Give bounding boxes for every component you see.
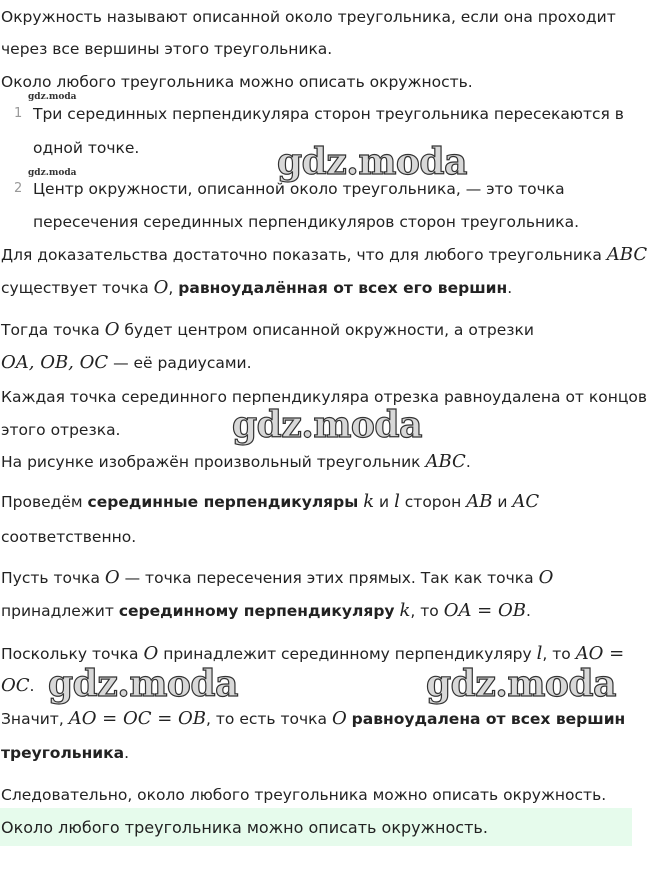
construction-line-2: соответственно. <box>1 528 137 546</box>
intersection-line-2: принадлежит серединному перпендикуляру k, то OA = OB. <box>1 600 531 621</box>
math-k: k <box>363 491 375 512</box>
bold-text: серединные перпендикуляры <box>87 493 359 511</box>
list-number: 2 <box>14 181 23 196</box>
math-equation: AO = <box>575 643 625 664</box>
figure-description: На рисунке изображён произвольный треугольник ABC. <box>1 451 471 472</box>
math-ac: AC <box>512 491 540 512</box>
math-o: O <box>104 567 120 588</box>
math-equation: OA = OB <box>443 600 526 621</box>
definition-line-1: Окружность называют описанной около треугольника, если она проходит <box>1 8 616 26</box>
math-abc: ABC <box>425 451 466 472</box>
math-oc: OC <box>1 675 30 696</box>
math-segments: OA, OB, OC <box>1 352 109 373</box>
theorem-statement: Около любого треугольника можно описать окружность. <box>1 73 473 91</box>
list-item-2-line-1: Центр окружности, описанной около треугольника, — это точка <box>33 180 565 198</box>
intersection-line-1: Пусть точка O — точка пересечения этих прямых. Так как точка O <box>1 567 554 588</box>
conclusion-step-line-1: Значит, AO = OC = OB, то есть точка O равноудалена от всех вершин <box>1 708 626 729</box>
list-item-2-line-2: пересечения серединных перпендикуляров сторон треугольника. <box>33 213 579 231</box>
math-o: O <box>153 277 169 298</box>
watermark: gdz.moda <box>232 404 422 446</box>
perpendicular-line-1: Поскольку точка O принадлежит серединному перпендикуляру l, то AO = <box>1 643 625 664</box>
math-ab: AB <box>466 491 493 512</box>
math-o: O <box>538 567 554 588</box>
list-number: 1 <box>14 106 23 121</box>
small-watermark: gdz.moda <box>28 92 77 102</box>
math-o: O <box>143 643 159 664</box>
bold-text: равноудалена от всех вершин <box>351 710 626 728</box>
math-o: O <box>331 708 347 729</box>
math-o: O <box>104 319 120 340</box>
list-item-1-line-2: одной точке. <box>33 139 140 157</box>
math-equation: AO = OC = OB <box>68 708 207 729</box>
proof-intro-line-1: Для доказательства достаточно показать, что для любого треугольника ABC <box>1 244 647 265</box>
watermark: gdz.moda <box>426 663 616 705</box>
math-k: k <box>399 600 411 621</box>
perpendicular-line-2: OC. <box>1 675 35 696</box>
conclusion-text: Около любого треугольника можно описать окружность. <box>1 818 488 837</box>
definition-line-2: через все вершины этого треугольника. <box>1 40 333 58</box>
property-line-1: Каждая точка серединного перпендикуляра отрезка равноудалена от концов <box>1 388 647 406</box>
small-watermark: gdz.moda <box>28 168 77 178</box>
watermark: gdz.moda <box>277 141 467 183</box>
bold-text: равноудалённая от всех его вершин <box>178 279 508 297</box>
property-line-2: этого отрезка. <box>1 421 121 439</box>
conclusion-step-line-2: треугольника. <box>1 744 130 762</box>
proof-intro-line-2: существует точка O, равноудалённая от всех его вершин. <box>1 277 513 298</box>
bold-text: серединному перпендикуляру <box>118 602 395 620</box>
center-line-1: Тогда точка O будет центром описанной окружности, а отрезки <box>1 319 534 340</box>
list-item-1-line-1: Три серединных перпендикуляра сторон треугольника пересекаются в <box>33 105 624 123</box>
bold-text: треугольника <box>1 744 125 762</box>
construction-line-1: Проведём серединные перпендикуляры k и l сторон AB и AC <box>1 491 540 512</box>
math-abc: ABC <box>606 244 647 265</box>
watermark: gdz.moda <box>48 663 238 705</box>
center-line-2: OA, OB, OC — её радиусами. <box>1 352 252 373</box>
math-l: l <box>536 643 543 664</box>
math-l: l <box>394 491 400 512</box>
therefore-line: Следовательно, около любого треугольника можно описать окружность. <box>1 786 607 804</box>
